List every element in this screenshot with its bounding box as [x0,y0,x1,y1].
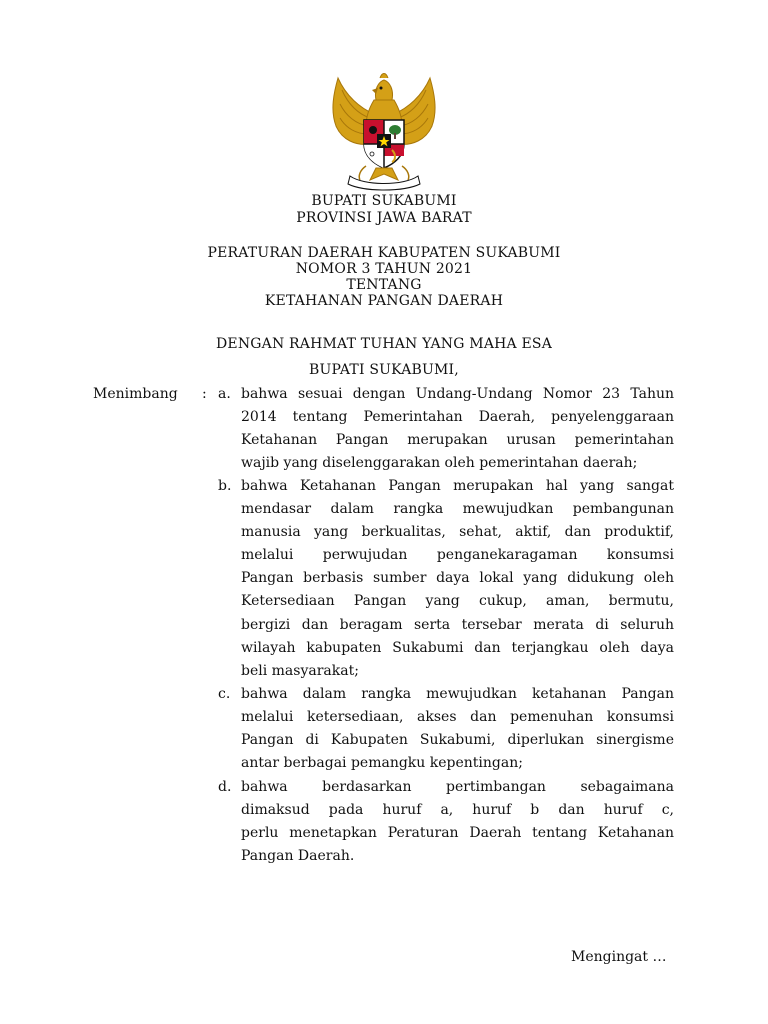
item-c-line: antar berbagai pemangku kepentingan; [241,755,523,772]
item-d-line: perlu menetapkan Peraturan Daerah tentang Ketahanan [241,825,674,842]
item-c-line: melalui ketersediaan, akses dan pemenuhan konsumsi [241,709,674,726]
item-b-line: bahwa Ketahanan Pangan merupakan hal yang sangat [241,478,674,494]
item-a-text [241,386,674,478]
garuda-pancasila-emblem-icon [320,70,448,192]
item-a-line: bahwa sesuai dengan Undang-Undang Nomor 23 Tahun [241,386,674,402]
item-d-line: bahwa berdasarkan pertimbangan sebagaimana [241,779,674,795]
item-a-line: Ketahanan Pangan merupakan urusan pemerintahan [241,432,674,449]
menimbang-colon: : [202,386,207,402]
title-about: TENTANG [346,277,422,293]
item-c-letter: c. [218,686,231,702]
item-b-letter: b. [218,478,232,494]
title-regulation: PERATURAN DAERAH KABUPATEN SUKABUMI [207,245,561,261]
menimbang-label: Menimbang [93,386,178,402]
header-regent: BUPATI SUKABUMI [311,193,457,209]
item-b-line: Ketersediaan Pangan yang cukup, aman, bermutu, [241,593,674,610]
item-b-line: bergizi dan beragam serta tersebar merata di seluruh [241,616,674,633]
item-a-letter: a. [218,386,231,402]
item-b-line: beli masyarakat; [241,662,359,679]
item-c-line: bahwa dalam rangka mewujudkan ketahanan Pangan [241,686,674,702]
item-b-line: melalui perwujudan penganekaragaman konsumsi [241,547,674,564]
preamble-regent: BUPATI SUKABUMI, [309,362,459,378]
item-c-line: Pangan di Kabupaten Sukabumi, diperlukan sinergisme [241,732,674,749]
title-subject: KETAHANAN PANGAN DAERAH [264,293,504,309]
preamble-invocation: DENGAN RAHMAT TUHAN YANG MAHA ESA [215,336,553,352]
next-section-marker: Mengingat … [571,949,667,965]
item-d-line: Pangan Daerah. [241,848,355,865]
title-number: NOMOR 3 TAHUN 2021 [295,261,473,277]
item-d-line: dimaksud pada huruf a, huruf b dan huruf c, [241,802,674,819]
item-d-letter: d. [218,779,232,795]
item-c-text [241,686,674,778]
header-province: PROVINSI JAWA BARAT [296,210,472,226]
item-a-line: 2014 tentang Pemerintahan Daerah, penyelenggaraan [241,409,674,426]
item-b-line: manusia yang berkualitas, sehat, aktif, dan produktif, [241,524,674,541]
item-b-line: mendasar dalam rangka mewujudkan pembangunan [241,501,674,518]
item-a-line: wajib yang diselenggarakan oleh pemerintahan daerah; [241,455,638,472]
item-d-text [241,779,674,871]
item-b-line: wilayah kabupaten Sukabumi dan terjangkau oleh daya [241,639,674,656]
item-b-line: Pangan berbasis sumber daya lokal yang didukung oleh [241,570,674,587]
item-b-text [241,478,674,686]
